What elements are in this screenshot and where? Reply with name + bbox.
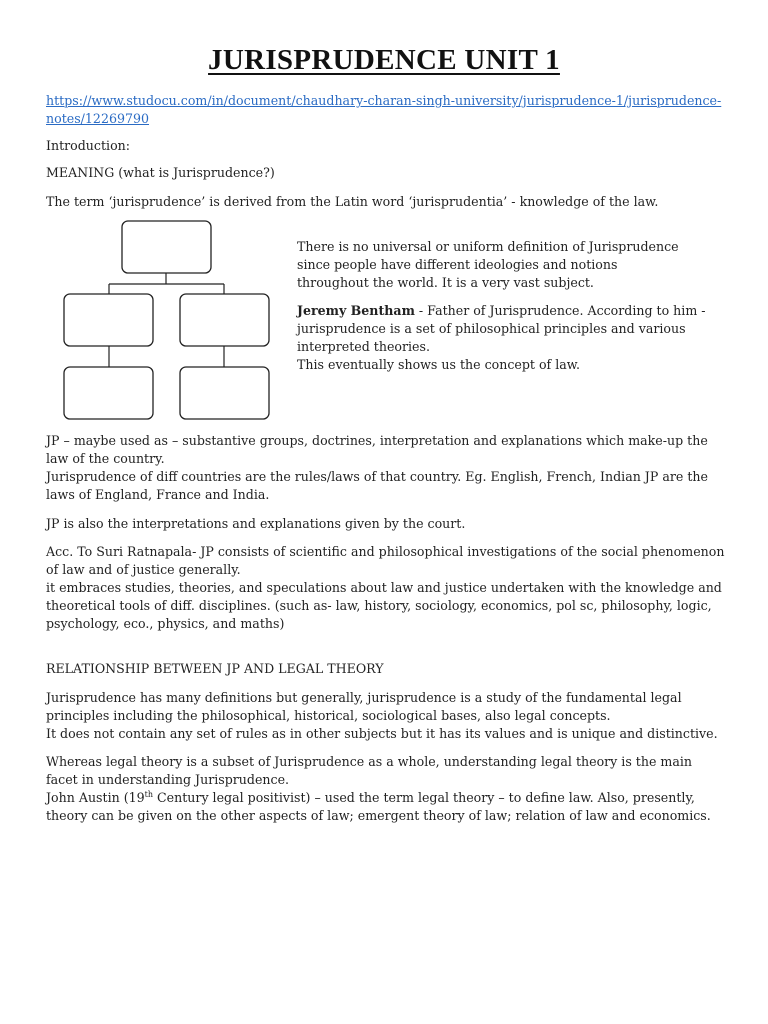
meaning-heading: MEANING (what is Jurisprudence?) <box>46 165 275 180</box>
austin-text-a: John Austin (19 <box>46 790 145 805</box>
relationship-p2: It does not contain any set of rules as in other subjects but it has its values and is unique and distinctive. <box>46 726 718 741</box>
hierarchy-diagram <box>60 218 275 423</box>
diagram-top-box <box>122 221 211 273</box>
intro-label: Introduction: <box>46 138 130 153</box>
diagram-bottom-left-box <box>64 367 153 419</box>
austin-text-b: Century legal positivist) – used the term legal theory – to define law. Also, presently, theory can be given on the other aspects of law; emergent theory of law; relation of law and economics. <box>46 790 711 823</box>
jp-court-text: JP is also the interpretations and explanations given by the court. <box>46 516 466 531</box>
austin-paragraph <box>46 789 726 825</box>
embraces-text: it embraces studies, theories, and speculations about law and justice undertaken with the knowledge and theoretical tools of diff. disciplines. (such as- law, history, sociology, economics, pol sc, philosophy, logic, psychology, eco., physics, and maths) <box>46 580 722 631</box>
no-definition-text: There is no universal or uniform definition of Jurisprudence since people have different ideologies and notions throughout the world. It is a very vast subject. <box>297 239 679 290</box>
bentham-paragraph <box>297 302 707 356</box>
suri-text: Acc. To Suri Ratnapala- JP consists of scientific and philosophical investigations of the social phenomenon of law and of justice generally. <box>46 544 725 577</box>
concept-text: This eventually shows us the concept of law. <box>297 357 581 372</box>
bentham-text: - Father of Jurisprudence. According to him - jurisprudence is a set of philosophical principles and various interpreted theories. <box>297 303 706 354</box>
derivation-text: The term ‘jurisprudence’ is derived from the Latin word ‘jurisprudentia’ - knowledge of the law. <box>46 194 659 209</box>
page-title: JURISPRUDENCE UNIT 1 <box>208 44 560 76</box>
source-link[interactable]: https://www.studocu.com/in/document/chaudhary-charan-singh-university/jurisprudence-1/jurisprudence-notes/12269790 <box>46 93 722 126</box>
diagram-bottom-right-box <box>180 367 269 419</box>
diagram-mid-left-box <box>64 294 153 346</box>
relationship-heading: RELATIONSHIP BETWEEN JP AND LEGAL THEORY <box>46 661 384 676</box>
austin-sup: th <box>144 789 154 799</box>
bentham-name: Jeremy Bentham <box>297 303 415 318</box>
relationship-p3: Whereas legal theory is a subset of Jurisprudence as a whole, understanding legal theory is the main facet in understanding Jurisprudence. <box>46 754 692 787</box>
jp-countries-text: Jurisprudence of diff countries are the rules/laws of that country. Eg. English, French, Indian JP are the laws of England, France and India. <box>46 469 708 502</box>
diagram-mid-right-box <box>180 294 269 346</box>
jp-used-text: JP – maybe used as – substantive groups, doctrines, interpretation and explanations which make-up the law of the country. <box>46 433 708 466</box>
relationship-p1: Jurisprudence has many definitions but generally, jurisprudence is a study of the fundamental legal principles including the philosophical, historical, sociological bases, also legal concepts. <box>46 690 682 723</box>
